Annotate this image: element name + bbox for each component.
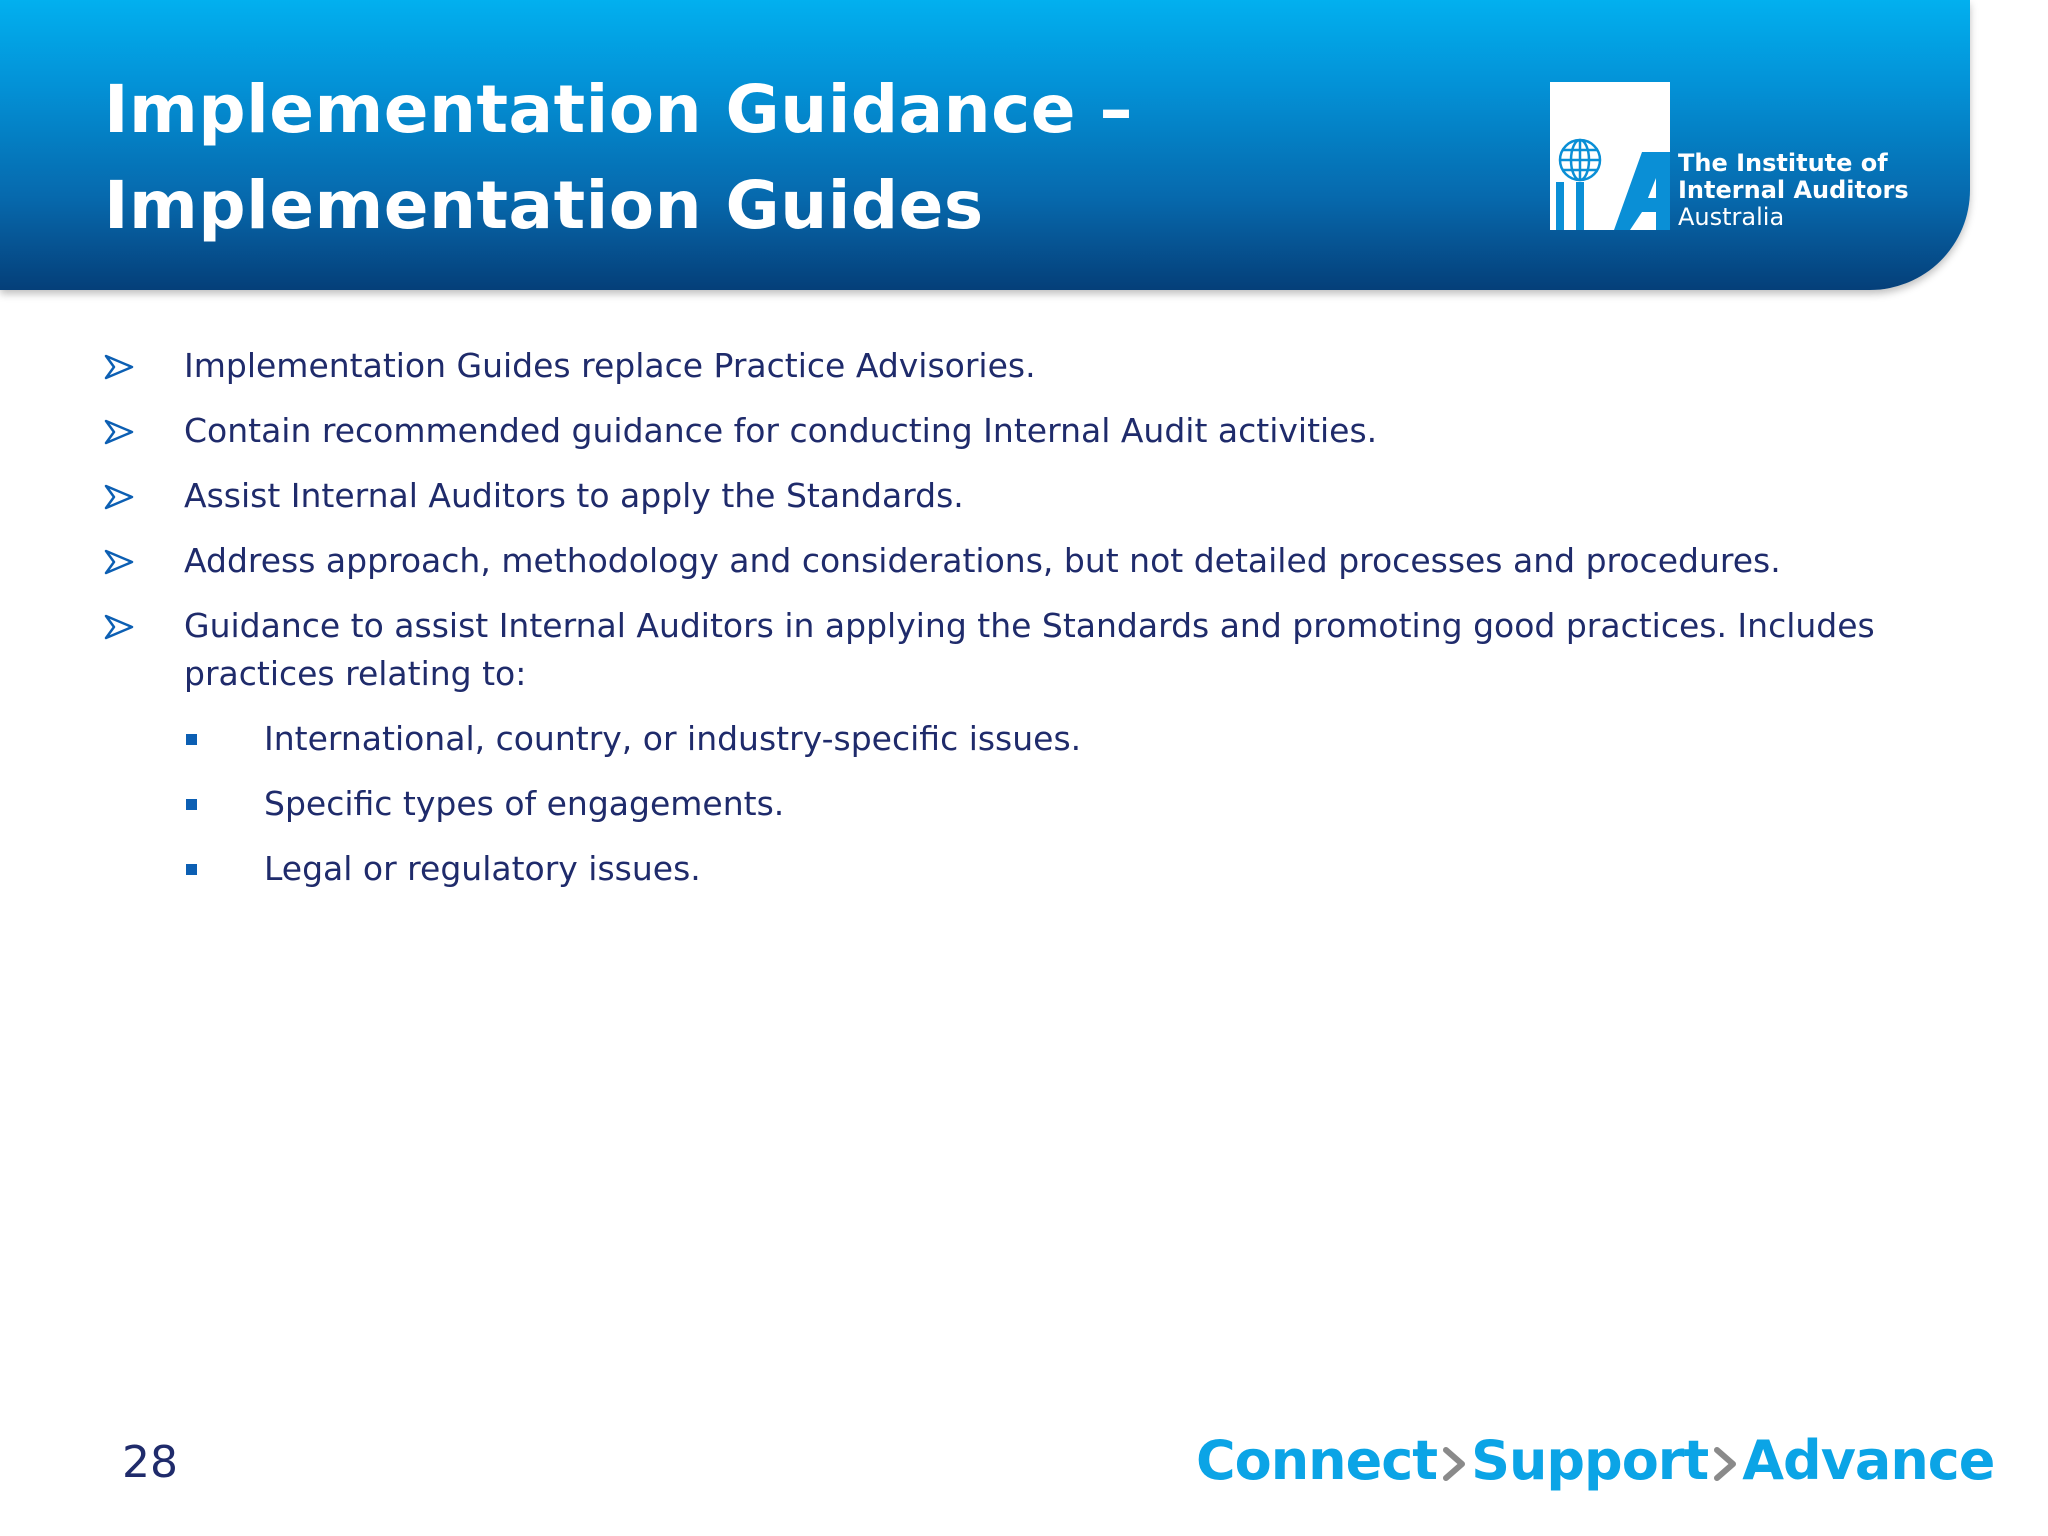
iia-logo-text [1678,150,1909,231]
sub-bullet-item [104,845,1904,893]
bullet-item [104,602,1904,698]
slide-title-line-1: Implementation Guidance – [104,71,1133,148]
bullet-text: Contain recommended guidance for conducting Internal Audit activities. [184,411,1378,450]
tagline [1196,1430,1994,1492]
bullet-text: Assist Internal Auditors to apply the Standards. [184,476,964,515]
iia-globe-logo-icon [1550,82,1670,230]
arrowhead-bullet-icon [104,614,134,640]
bullet-item [104,537,1904,585]
square-bullet-icon [186,864,197,875]
bullet-text: Guidance to assist Internal Auditors in applying the Standards and promoting good practices. Includes practices relating to: [184,606,1875,693]
bullet-item [104,342,1904,390]
bullet-text: Implementation Guides replace Practice Advisories. [184,346,1036,385]
sub-bullet-text: Legal or regulatory issues. [264,849,701,888]
bullet-text: Address approach, methodology and considerations, but not detailed processes and procedures. [184,541,1781,580]
bullet-item [104,472,1904,520]
arrowhead-bullet-icon [104,419,134,445]
slide-title-line-2: Implementation Guides [104,167,984,244]
sub-bullet-item [104,780,1904,828]
logo-text-line-3: Australia [1678,203,1785,231]
sub-bullet-item [104,715,1904,763]
square-bullet-icon [186,799,197,810]
sub-bullet-text: Specific types of engagements. [264,784,785,823]
chevron-right-icon [1714,1447,1736,1481]
sub-bullet-text: International, country, or industry-specific issues. [264,719,1082,758]
logo-text-line-2: Internal Auditors [1678,176,1909,204]
page-number: 28 [122,1437,178,1488]
slide-title [104,62,1404,254]
iia-logo [1550,82,1910,232]
arrowhead-bullet-icon [104,549,134,575]
chevron-right-icon [1443,1447,1465,1481]
iia-logo-mark [1550,82,1670,230]
slide-body [104,342,1904,910]
tagline-word-support: Support [1471,1429,1709,1492]
slide-header [0,0,1970,290]
logo-text-line-1: The Institute of [1678,149,1888,177]
bullet-item [104,407,1904,455]
arrowhead-bullet-icon [104,354,134,380]
tagline-word-advance: Advance [1742,1429,1995,1492]
tagline-word-connect: Connect [1196,1429,1438,1492]
square-bullet-icon [186,734,197,745]
arrowhead-bullet-icon [104,484,134,510]
